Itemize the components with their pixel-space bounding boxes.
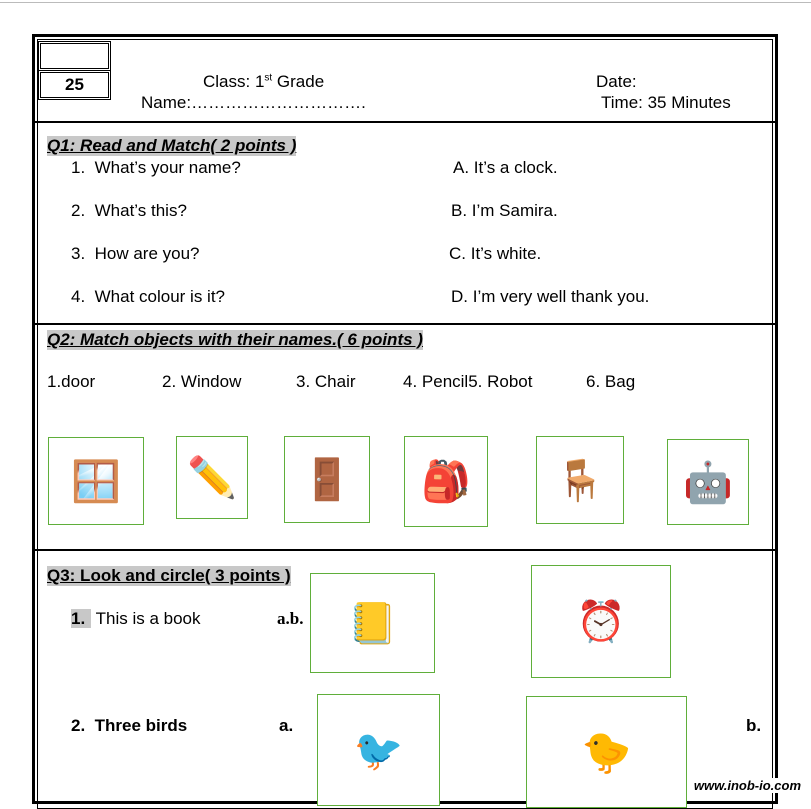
q2-word: 1.door bbox=[47, 372, 96, 391]
bag-picture: 🎒 bbox=[404, 436, 488, 527]
pencil-picture: ✏️ bbox=[176, 436, 248, 519]
divider bbox=[34, 323, 778, 325]
divider bbox=[34, 549, 778, 551]
door-picture: 🚪 bbox=[284, 436, 370, 523]
q1-answer: B. I’m Samira. bbox=[451, 201, 558, 220]
date-label: Date: bbox=[596, 72, 637, 91]
one-bird-picture: 🐦 bbox=[317, 694, 440, 806]
score-box-empty bbox=[38, 41, 111, 71]
q1-question: 1. What’s your name? bbox=[71, 158, 241, 177]
q1-answer: D. I’m very well thank you. bbox=[451, 287, 650, 306]
q3-option-a: a. bbox=[279, 716, 294, 735]
q3-title: Q3: Look and circle( 3 points ) bbox=[47, 566, 291, 585]
q2-word: 2. Window bbox=[162, 372, 242, 391]
q2-word: 4. Pencil5. Robot bbox=[403, 372, 533, 391]
q1-answer: A. It’s a clock. bbox=[453, 158, 558, 177]
class-label: Class: 1st Grade bbox=[203, 72, 325, 91]
q1-question: 4. What colour is it? bbox=[71, 287, 226, 306]
divider bbox=[34, 121, 778, 123]
q2-title: Q2: Match objects with their names.( 6 points ) bbox=[47, 330, 423, 349]
q1-question: 3. How are you? bbox=[71, 244, 200, 263]
q1-question: 2. What’s this? bbox=[71, 201, 187, 220]
q1-answer: C. It’s white. bbox=[449, 244, 542, 263]
q3-item-2: 2. Three birds bbox=[71, 716, 188, 735]
book-picture: 📒 bbox=[310, 573, 435, 673]
q2-word: 3. Chair bbox=[296, 372, 356, 391]
time-label: Time: 35 Minutes bbox=[601, 93, 731, 112]
score-box-total: 25 bbox=[38, 70, 111, 100]
q3-option-b: b. bbox=[746, 716, 762, 735]
top-rule bbox=[0, 2, 811, 3]
watermark: www.inob-io.com bbox=[693, 778, 801, 793]
clock-picture: ⏰ bbox=[531, 565, 671, 678]
q3-item-1-options: a.b. bbox=[277, 609, 304, 628]
three-birds-picture: 🐤 bbox=[526, 696, 687, 808]
window-picture: 🪟 bbox=[48, 437, 144, 525]
name-field[interactable]: Name:…………………………. bbox=[141, 93, 366, 112]
q1-title: Q1: Read and Match( 2 points ) bbox=[47, 136, 297, 155]
q3-item-1: 1. This is a book bbox=[71, 609, 201, 628]
robot-picture: 🤖 bbox=[667, 439, 749, 525]
q2-word: 6. Bag bbox=[586, 372, 636, 391]
chair-picture: 🪑 bbox=[536, 436, 624, 524]
